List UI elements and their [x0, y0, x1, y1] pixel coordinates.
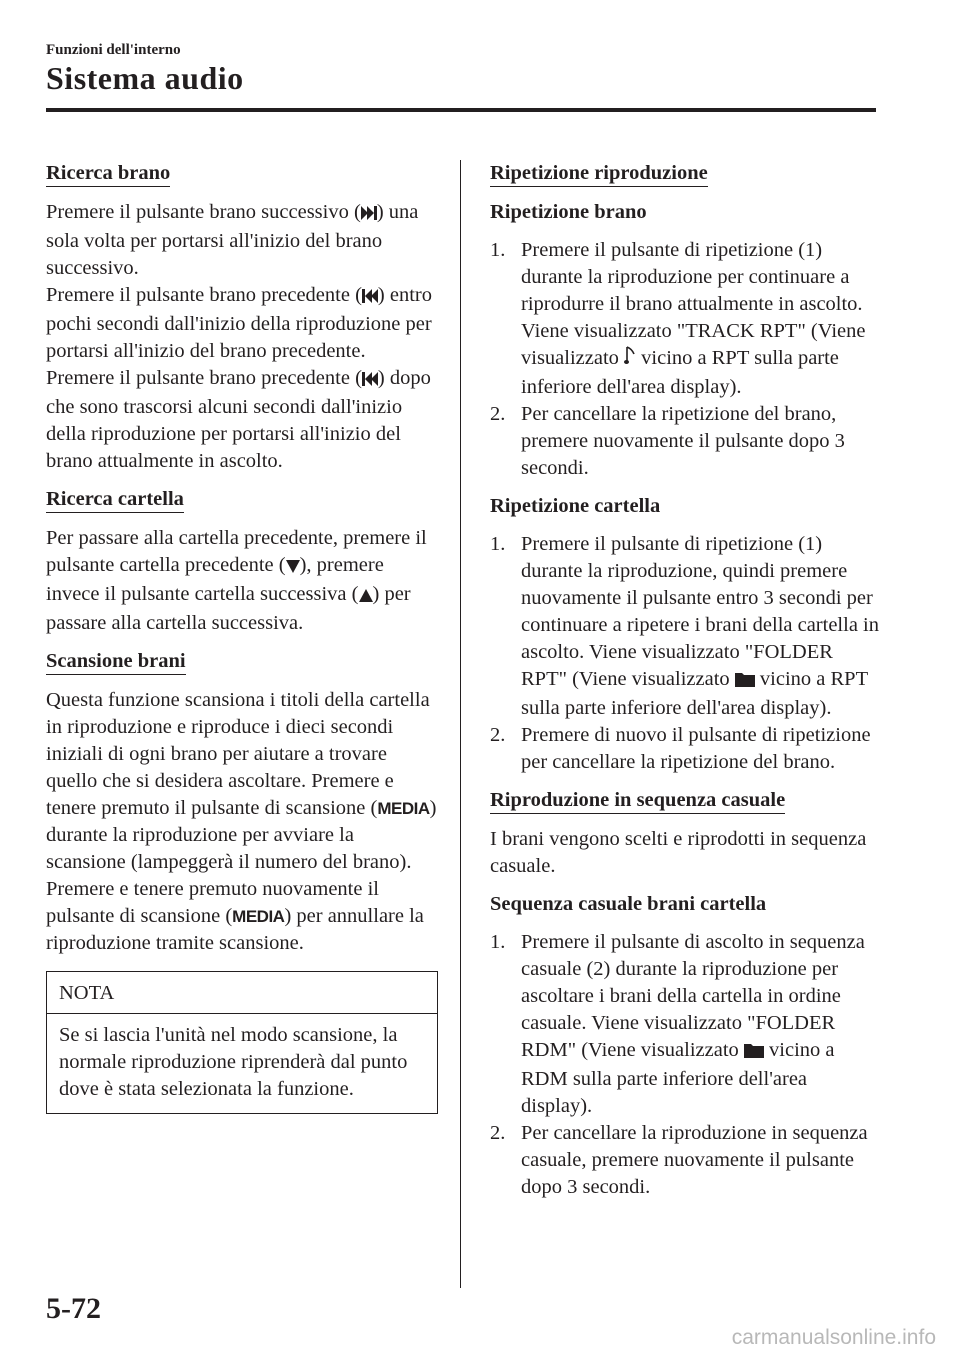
section-heading: Riproduzione in sequenza casuale — [490, 788, 785, 814]
left-column — [46, 160, 438, 1114]
text: Premere il pulsante brano precedente ( — [46, 367, 362, 389]
text: Questa funzione scansiona i titoli della cartella in riproduzione e riproduce i dieci secondi iniziali di ogni brano per aiutare a trovare quello che si desidera ascoltare. Premere e tenere premuto il pulsante di scansione ( — [46, 689, 430, 819]
text: ) dopo che sono trascorsi alcuni secondi dall'inizio della riproduzione per portarsi all'inizio del brano attualmente in ascolto. — [46, 367, 431, 472]
text: Premere il pulsante brano successivo ( — [46, 201, 361, 223]
list-item — [490, 929, 882, 1120]
page-title: Sistema audio — [46, 60, 244, 96]
next-track-icon — [361, 201, 377, 228]
header-rule — [46, 108, 876, 112]
list-item — [490, 401, 882, 482]
page-number: 5-72 — [46, 1292, 101, 1325]
right-column — [490, 160, 882, 1212]
section-ricerca-cartella — [46, 486, 438, 637]
step-number: 1. — [490, 533, 506, 555]
text: ) una sola volta per portarsi all'inizio del brano successivo. — [46, 201, 419, 279]
section-heading: Scansione brani — [46, 649, 186, 675]
list-item — [490, 237, 882, 401]
list-item — [490, 722, 882, 776]
text: vicino a RPT sulla parte inferiore dell'area display). — [521, 668, 868, 719]
folder-down-icon — [286, 554, 300, 581]
music-note-icon — [624, 346, 636, 374]
column-divider — [460, 160, 461, 1288]
text: Premere di nuovo il pulsante di ripetizione per cancellare la ripetizione del brano. — [521, 724, 871, 773]
paragraph — [46, 525, 438, 637]
text: Per cancellare la ripetizione del brano, premere nuovamente il pulsante dopo 3 secondi. — [521, 403, 845, 479]
watermark: carmanualsonline.info — [731, 1326, 936, 1349]
previous-track-icon — [362, 367, 378, 394]
list-item — [490, 1120, 882, 1201]
section-ripetizione — [490, 160, 882, 776]
text: ) per annullare la riproduzione tramite scansione. — [46, 905, 424, 954]
note-title: NOTA — [47, 972, 437, 1014]
media-button-icon: MEDIA — [232, 907, 285, 926]
previous-track-icon — [362, 284, 378, 311]
text: ), premere invece il pulsante cartella successiva ( — [46, 554, 384, 605]
list-item — [490, 531, 882, 722]
media-button-icon: MEDIA — [377, 799, 430, 818]
step-number: 2. — [490, 724, 506, 746]
text: ) durante la riproduzione per avviare la scansione (lampeggerà il numero del brano). Premere e tenere premuto nuovamente il pulsante di scansione ( — [46, 797, 437, 927]
text: Premere il pulsante di ripetizione (1) durante la riproduzione per continuare a riprodurre il brano attualmente in ascolto. Viene visualizzato "TRACK RPT" (Viene visualizzato — [521, 239, 866, 369]
folder-icon — [744, 1039, 764, 1066]
paragraph — [46, 687, 438, 957]
subheading: Ripetizione brano — [490, 201, 647, 223]
section-ricerca-brano — [46, 160, 438, 475]
paragraph: I brani vengono scelti e riprodotti in sequenza casuale. — [490, 828, 867, 877]
section-heading: Ripetizione riproduzione — [490, 161, 708, 187]
steps-list — [490, 929, 882, 1201]
step-number: 2. — [490, 1122, 506, 1144]
text: Premere il pulsante di ripetizione (1) durante la riproduzione, quindi premere nuovamente il pulsante entro 3 secondi per continuare a ripetere i brani della cartella in ascolto. Viene visualizzato "FOLDER RPT" (Viene visualizzato — [521, 533, 879, 690]
subheading: Sequenza casuale brani cartella — [490, 893, 767, 915]
text: vicino a RPT sulla parte inferiore dell'area display). — [521, 347, 839, 398]
text: vicino a RDM sulla parte inferiore dell'area display). — [521, 1039, 835, 1117]
step-number: 2. — [490, 403, 506, 425]
subheading: Ripetizione cartella — [490, 495, 661, 517]
text: ) entro pochi secondi dall'inizio della riproduzione per portarsi all'inizio del brano precedente. — [46, 284, 432, 362]
section-heading: Ricerca brano — [46, 161, 170, 187]
text: Per cancellare la riproduzione in sequenza casuale, premere nuovamente il pulsante dopo 3 secondi. — [521, 1122, 868, 1198]
steps-list — [490, 531, 882, 776]
paragraph — [46, 199, 438, 475]
note-text: Se si lascia l'unità nel modo scansione, la normale riproduzione riprenderà dal punto dove è stata selezionata la funzione. — [59, 1024, 408, 1100]
text: Premere il pulsante di ascolto in sequenza casuale (2) durante la riproduzione per ascoltare i brani della cartella in ordine casuale. Viene visualizzato "FOLDER RDM" (Viene visualizzato — [521, 931, 865, 1061]
note-box — [46, 971, 438, 1114]
folder-icon — [735, 668, 755, 695]
text: Per passare alla cartella precedente, premere il pulsante cartella precedente ( — [46, 527, 427, 576]
section-heading: Ricerca cartella — [46, 487, 184, 513]
section-sequenza-casuale — [490, 787, 882, 1201]
step-number: 1. — [490, 931, 506, 953]
section-scansione-brani — [46, 648, 438, 957]
text: ) per passare alla cartella successiva. — [46, 583, 411, 634]
chapter-label: Funzioni dell'interno — [46, 42, 181, 58]
folder-up-icon — [359, 583, 373, 610]
step-number: 1. — [490, 239, 506, 261]
text: Premere il pulsante brano precedente ( — [46, 284, 362, 306]
steps-list — [490, 237, 882, 482]
